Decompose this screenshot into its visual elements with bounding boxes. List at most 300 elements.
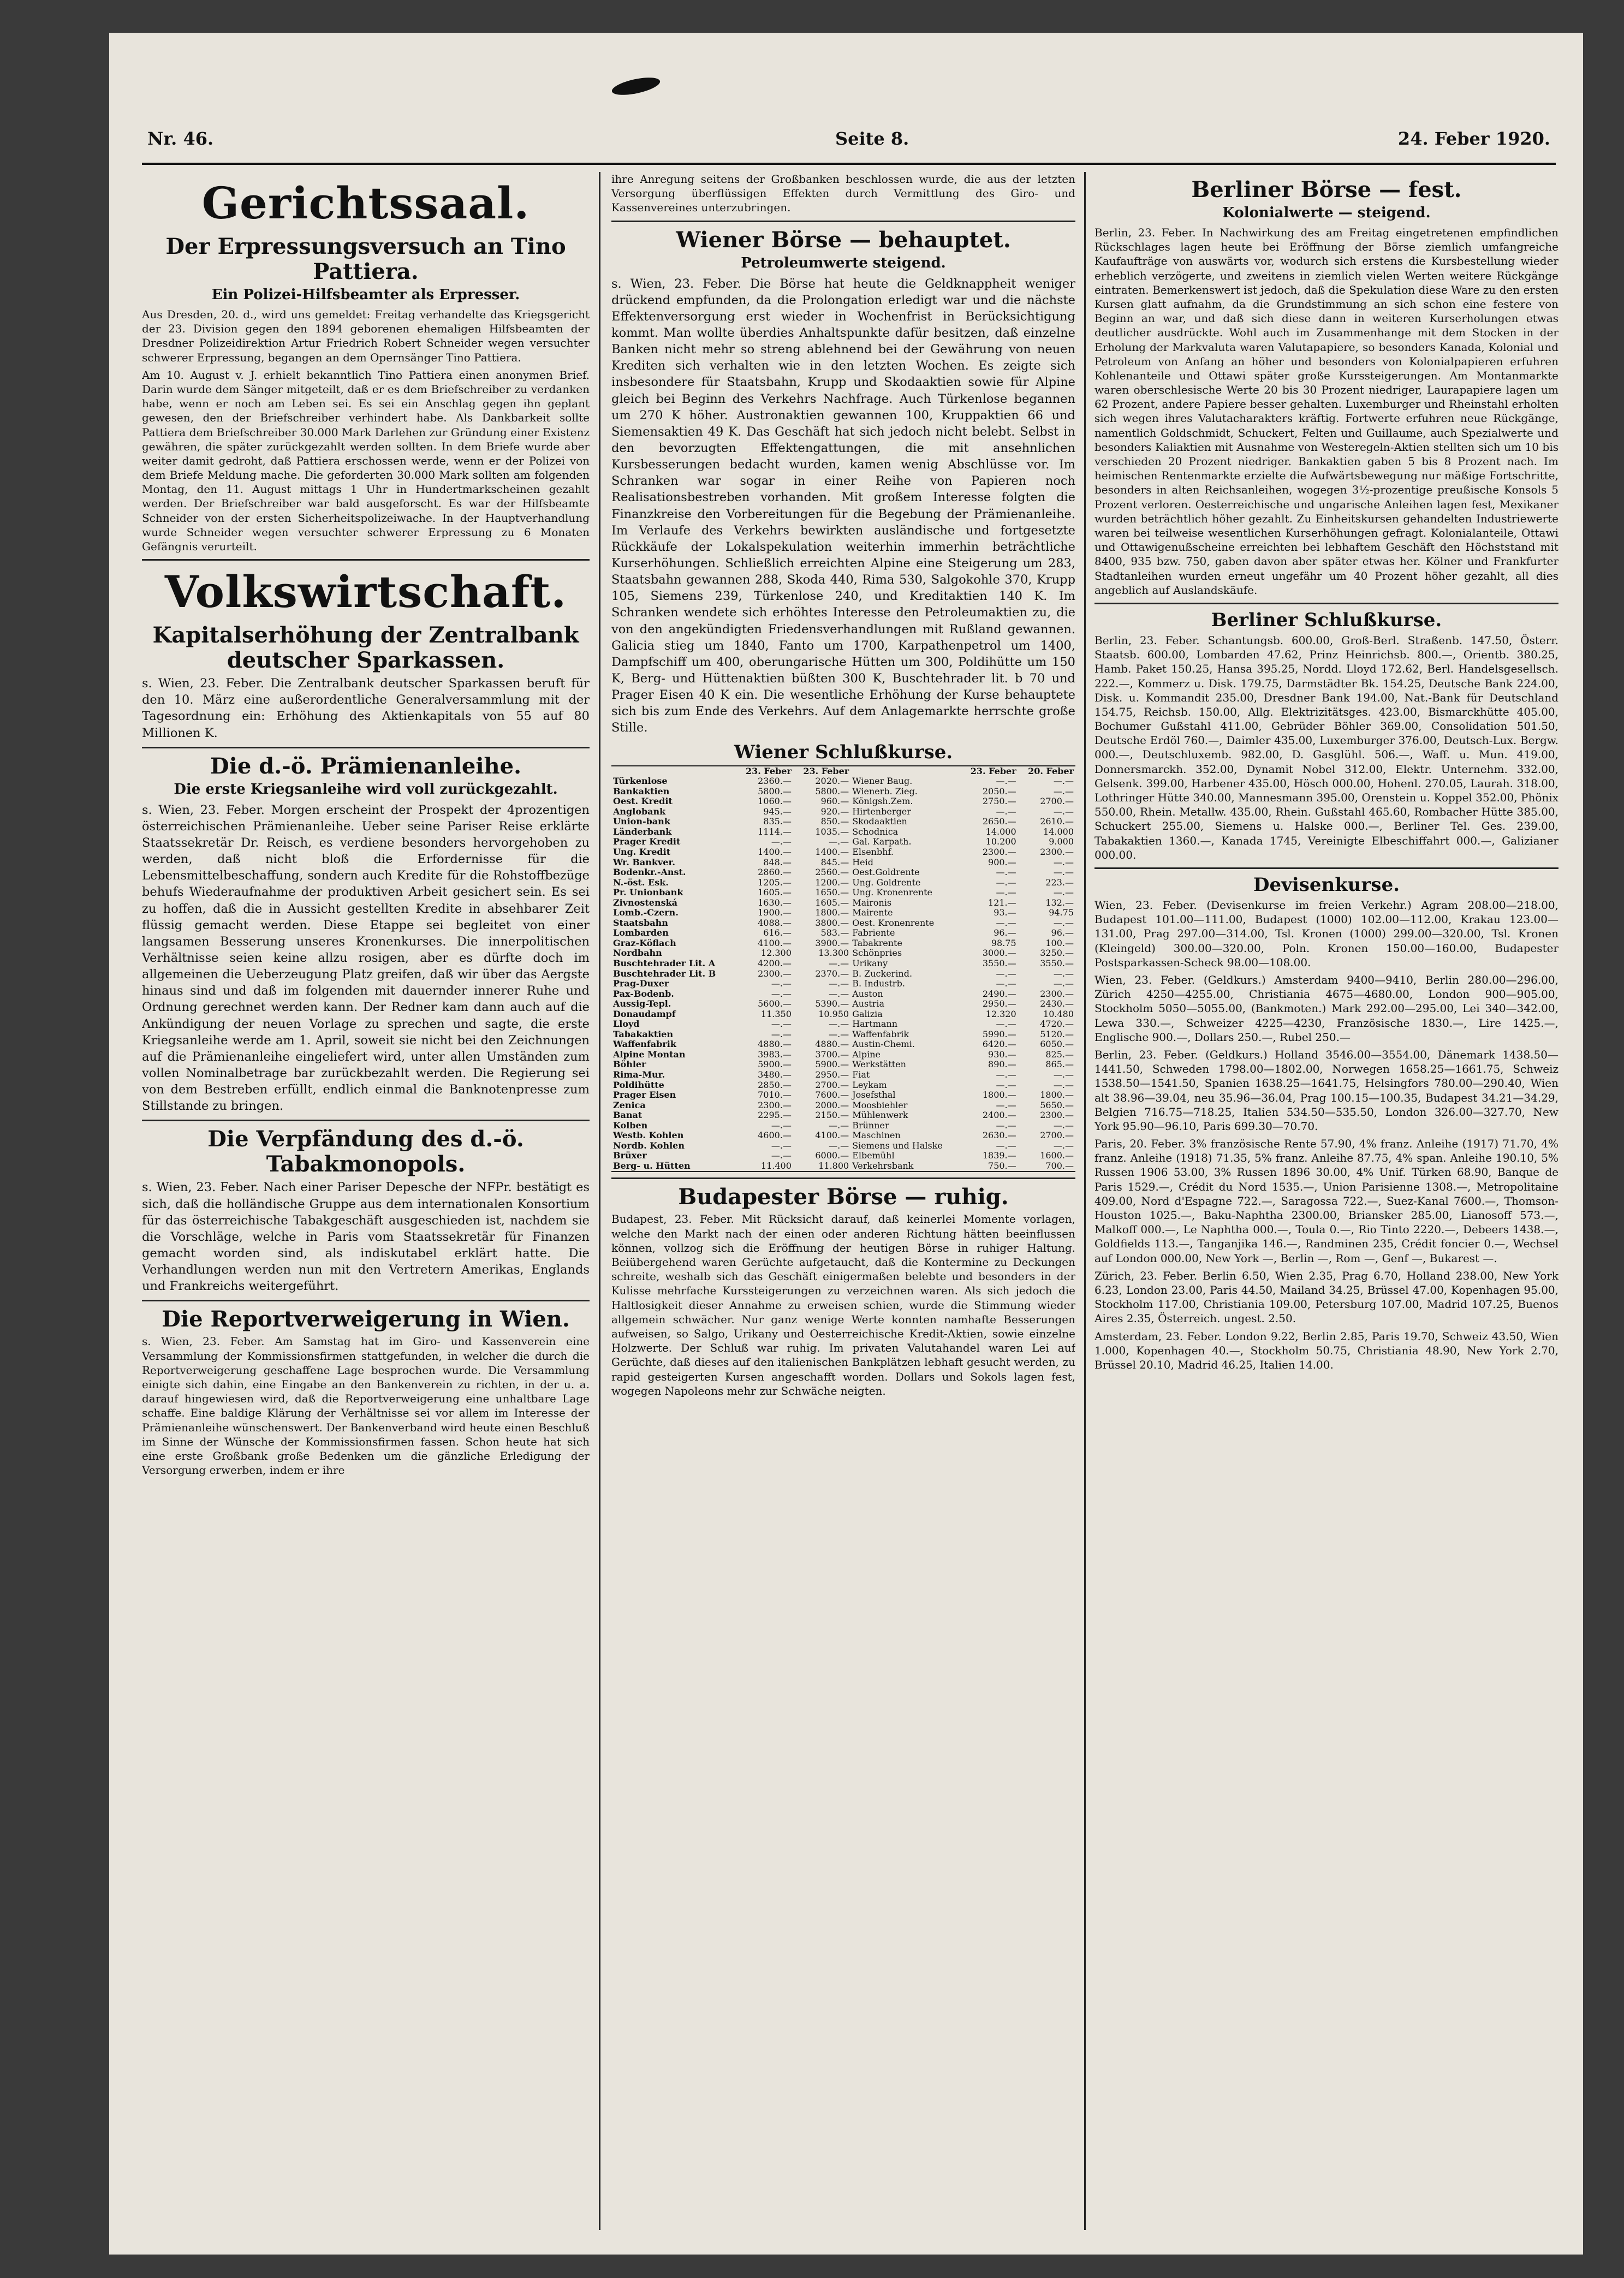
table-row (611, 1131, 1075, 1141)
table-cell: Bodenkr.-Anst. (613, 867, 686, 878)
table-cell: Länderbank (613, 826, 672, 837)
table-cell: 900.— (988, 857, 1016, 867)
table-cell: Lombarden (613, 927, 669, 938)
table-cell: 2360.— (758, 776, 792, 787)
header-rule (142, 163, 1556, 165)
table-cell: Urikany (852, 957, 888, 968)
table-cell: Skodaaktien (852, 816, 907, 827)
table-cell: 848.— (763, 857, 792, 867)
table-cell: 121.— (988, 897, 1016, 908)
table-cell: 1900.— (758, 907, 792, 918)
table-cell: Königsh.Zem. (852, 796, 913, 807)
table-cell: Fiat (852, 1069, 870, 1080)
table-cell: 750.— (988, 1160, 1016, 1171)
table-body (611, 776, 1075, 1171)
article-paragraph: Berlin, 23. Feber. In Nachwirkung des am Freitag eingetretenen empfindlichen Rückschlages lagen heute bei Eröffnung der Börse ziemlich umfangreiche Kaufaufträge von auswärts vor, wodurch sich erstens die Kursbestellung wieder erheblich verzögerte, und zweitens in ziemlich vielen Werten weitere Rückgänge eintraten. Bemerkenswert ist jedoch, daß die Spekulation diese Ware zu den ersten Kursen glatt aufnahm, da die Grundstimmung an sich schon eine festere von Beginn an war, und daß sich diese dann in weiteren Kurserholungen etwas deutlicher ausdrückte. Wohl auch im Zusammenhange mit dem Stocken in der Erholung der Markvaluta waren Valutapapiere, so besonders Kanada, Kolonial und Petroleum von Anfang an höher und besonders von Kolonialpapieren erfuhren Kohlenanteile und Ottawi später große Kurssteigerungen. Am Montanmarkte waren oberschlesische Werte 20 bis 30 Prozent niedriger, Laurapapiere lagen um 62 Prozent, andere Papiere besser gehalten. Luxemburger und Rheinstahl erholten sich wegen ihres Valutacharakters kräftig. Fortwerte erfuhren neue Rückgänge, namentlich Goldschmidt, Schuckert, Felten und Guillaume, auch Spezialwerte und besonders Kaliaktien mit Ausnahme von Westeregeln-Aktien stellten sich um 10 bis verschieden 20 Prozent niedriger. Bankaktien gaben 5 bis 8 Prozent nach. Im heimischen Rentenmarkte erzielte die Aufwärtsbewegung nur mäßige Fortschritte, besonders in alten Reichsanleihen, wogegen 3½-prozentige preußische Konsols 5 Prozent verloren. Oesterreichische und ungarische Anleihen lagen fest, Mexikaner wurden beträchtlich höher gezahlt. Zu Einheitskursen gehandelten Industriewerte waren bei teilweise wesentlichen Kurserhöhungen gefragt. Kolonialanteile, Ottawi und Ottawigenußscheine erreichten bei lebhaftem Geschäft den Höchststand mit 8400, 935 bzw. 750, gaben davon aber später etwas her. Kölner und Frankfurter Stadtanleihen wurden erneut ungefähr um 40 Prozent höher gezahlt, all dies angeblich auf Auslandskäufe. (1094, 226, 1558, 597)
table-cell: Oest. Kredit (613, 796, 673, 807)
table-cell: —.— (996, 1079, 1016, 1090)
table-cell: 2700.— (815, 1079, 849, 1090)
table-cell: Austin-Chemi. (852, 1039, 915, 1050)
table-row (611, 928, 1075, 938)
table-cell: Graz-Köflach (613, 937, 676, 948)
table-cell: Tabakrente (852, 937, 902, 948)
table-row (611, 837, 1075, 847)
article-title: Devisenkurse. (1253, 873, 1400, 896)
table-row (611, 1161, 1075, 1171)
table-row (611, 847, 1075, 858)
table-cell: Brünner (852, 1120, 889, 1131)
table-row (611, 796, 1075, 807)
table-cell: Hirtenberger (852, 806, 911, 817)
column-header (611, 766, 736, 777)
table-row (611, 776, 1075, 787)
table-cell: —.— (829, 1120, 849, 1131)
table-cell: Aussig-Tepl. (613, 998, 671, 1009)
table-cell: —.— (996, 1099, 1016, 1110)
article-paragraph: Am 10. August v. J. erhielt bekanntlich Tino Pattiera einen anonymen Brief. Darin wurde dem Sänger mitgeteilt, daß er es dem Briefschreiber zu verdanken habe, wenn er noch am Leben sei. Es sei ein Anschlag gegen ihn geplant gewesen, den der Briefschreiber verhindert habe. Als Dankbarkeit sollte Pattiera dem Briefschreiber 30.000 Mark Darlehen zur Gründung einer Existenz gewähren, die später zurückgezahlt werden sollten. In dem Briefe wurde aber weiter damit gedroht, daß Pattiera erschossen werde, wenn er der Polizei von dem Briefe Meldung mache. Die geforderten 30.000 Mark sollten am folgenden Montag, den 11. August mittags 1 Uhr in Hundertmarkscheinen gezahlt werden. Der Briefschreiber war bald ausgeforscht. Es war der Hilfsbeamte Schneider von der ersten Sicherheitspolizeiwache. In der Hauptverhandlung wurde Schneider wegen versuchter schwerer Erpressung zu 6 Monaten Gefängnis verurteilt. (142, 368, 590, 553)
table-row (611, 1090, 1075, 1101)
table-cell: Prager Kredit (613, 836, 681, 847)
table-cell: 94.75 (1049, 907, 1074, 918)
table-cell: 1060.— (758, 796, 792, 807)
issue-date: 24. Feber 1920. (1397, 128, 1550, 149)
table-cell: —.— (996, 776, 1016, 787)
table-cell: 3700.— (815, 1049, 849, 1060)
separator (142, 1300, 590, 1301)
table-cell: 96.— (994, 927, 1016, 938)
table-cell: Siemens und Halske (852, 1140, 943, 1151)
table-cell: 850.— (820, 816, 849, 827)
table-cell: Elsenbhf. (852, 846, 894, 857)
article-subtitle: Kolonialwerte — steigend. (1222, 205, 1431, 221)
table-cell: —.— (829, 988, 849, 999)
table-cell: 3480.— (758, 1069, 792, 1080)
table-cell: 4088.— (758, 917, 792, 928)
table-cell: Ung. Goldrente (852, 877, 921, 888)
table-cell: 13.300 (818, 948, 849, 959)
table-cell: Kolben (613, 1120, 648, 1131)
table-row (611, 867, 1075, 878)
table-cell: —.— (996, 1120, 1016, 1131)
table-cell: Pax-Bodenb. (613, 988, 674, 999)
article-title: Berliner Schlußkurse. (1211, 609, 1442, 631)
article-title: Die Reportverweigerung in Wien. (162, 1306, 570, 1333)
table-cell: Verkehrsbank (852, 1160, 914, 1171)
table-cell: 4600.— (758, 1130, 792, 1141)
column-divider (599, 172, 600, 2230)
table-row (611, 1039, 1075, 1050)
table-row (611, 827, 1075, 837)
table-cell: Türkenlose (613, 776, 668, 787)
separator (142, 747, 590, 748)
table-cell: Maironis (852, 897, 892, 908)
table-cell: —.— (1053, 917, 1074, 928)
table-title: Wiener Schlußkurse. (734, 741, 953, 763)
table-cell: —.— (996, 917, 1016, 928)
article-title: Die Verpfändung des d.-ö. Tabakmonopols. (207, 1126, 524, 1177)
table-cell: 2370.— (815, 968, 849, 979)
article-title: Wiener Börse — behauptet. (676, 227, 1011, 253)
table-cell: 2300.— (1040, 846, 1074, 857)
table-cell: 10.480 (1043, 1008, 1074, 1019)
article-paragraph: s. Wien, 23. Feber. Nach einer Pariser Depesche der NFPr. bestätigt es sich, daß die holländische Gruppe aus dem internationalen Konsortium für das österreichische Tabakgeschäft ausgeschieden ist, nachdem sie die Vorschläge, welche in Paris vom Staatssekretär für Finanzen gemacht worden sind, als indiskutabel erklärt hatte. Die Verhandlungen werden nun mit den Vertretern Amerikas, Englands und Frankreichs weitergeführt. (142, 1180, 590, 1294)
table-cell: Buschtehrader Lit. A (613, 957, 716, 968)
table-cell: 1600.— (1040, 1150, 1074, 1161)
table-cell: 616.— (763, 927, 792, 938)
table-cell: Mairente (852, 907, 893, 918)
table-row (611, 1060, 1075, 1070)
table-cell: 4720.— (1040, 1019, 1074, 1030)
table-cell: 2950.— (982, 998, 1016, 1009)
section-title-volkswirtschaft: Volkswirtschaft. (164, 566, 567, 618)
table-cell: 12.300 (760, 948, 792, 959)
table-cell: 98.75 (991, 937, 1016, 948)
table-cell: Bankaktien (613, 786, 670, 796)
table-row (611, 938, 1075, 949)
table-cell: 3983.— (758, 1049, 792, 1060)
table-row (611, 989, 1075, 1000)
article-paragraph: Amsterdam, 23. Feber. London 9.22, Berlin 2.85, Paris 19.70, Schweiz 43.50, Wien 1.000, Kopenhagen 40.—, Stockholm 50.75, Christiania 48.90, New York 2.70, Brüssel 20.10, Madrid 46.25, Italien 14.00. (1094, 1329, 1558, 1371)
separator (611, 221, 1075, 222)
table-row (611, 979, 1075, 989)
separator (142, 1120, 590, 1121)
table-cell: Waffenfabrik (613, 1039, 676, 1050)
table-cell: —.— (771, 1019, 792, 1030)
table-row (611, 1050, 1075, 1060)
table-cell: Prag-Duxer (613, 978, 669, 989)
table-cell: 960.— (820, 796, 849, 807)
article-subtitle: Petroleumwerte steigend. (741, 254, 946, 271)
table-cell: 1630.— (758, 897, 792, 908)
table-cell: —.— (996, 1140, 1016, 1151)
article-paragraph: Budapest, 23. Feber. Mit Rücksicht darauf, daß keinerlei Momente vorlagen, welche den Markt nach der einen oder anderen Richtung hätten beeinflussen können, vollzog sich die Eröffnung der heutigen Börse in ruhiger Haltung. Beiübergehend waren Gerüchte aufgetaucht, daß die Kontermine zu Deckungen schreite, weshalb sich das Geschäft einigermaßen belebte und besonders in der Kulisse mehrfache Kurssteigerungen zu verzeichnen waren. Als sich jedoch die Haltlosigkeit dieser Annahme zu erweisen schien, wurde die Stimmung wieder allgemein schwächer. Nur ganz wenige Werte konnten namhafte Besserungen aufweisen, so Salgo, Urikany und Oesterreichische Kredit-Aktien, sowie einzelne Holzwerte. Der Schluß war ruhig. Im privaten Valutahandel waren Lei auf Gerüchte, daß dieses auf den italienischen Bankplätzen lebhaft gesucht werden, zu rapid gesteigerten Kursen angeschafft worden. Dollars und Sokols lagen fest, wogegen Napoleons mehr zur Schwäche neigten. (611, 1212, 1075, 1397)
table-cell: —.— (996, 887, 1016, 898)
table-cell: Werkstätten (852, 1059, 906, 1070)
table-cell: 4100.— (758, 937, 792, 948)
article-subtitle: Die erste Kriegsanleihe wird voll zurückgezahlt. (174, 781, 558, 798)
article-paragraph: Berlin, 23. Feber. Schantungsb. 600.00, Groß-Berl. Straßenb. 147.50, Österr. Staatsb. 600.00, Lombarden 47.62, Prinz Heinrichsb. 800.—, Orientb. 380.25, Hamb. Paket 150.25, Hansa 395.25, Nordd. Lloyd 172.62, Berl. Handelsgesellsch. 222.—, Kommerz u. Disk. 179.75, Darmstädter Bk. 154.25, Deutsche Bank 224.00, Disk. u. Kommandit 235.00, Dresdner Bank 194.00, Nat.-Bank für Deutschland 154.75, Reichsb. 150.00, Allg. Elektrizitätsges. 423.00, Bismarckhütte 405.00, Bochumer Gußstahl 411.00, Gebrüder Böhler 369.00, Consolidation 501.50, Deutsche Erdöl 760.—, Daimler 435.00, Luxemburger 376.00, Deutsch-Lux. Bergw. 000.—, Deutschluxemb. 982.00, D. Gasglühl. 506.—, Waff. u. Mun. 419.00, Donnersmarckh. 352.00, Dynamit Nobel 312.00, Elektr. Unternehm. 332.00, Gelsenk. 399.00, Harbener 435.00, Hösch 000.00, Hohenl. 270.05, Laurah. 318.00, Lothringer Hütte 340.00, Mannesmann 395.00, Orenstein u. Koppel 352.00, Phönix 550.00, Rhein. Metallw. 435.00, Rhein. Gußstahl 465.60, Rombacher Hütte 385.00, Schuckert 255.00, Siemens u. Halske 000.—, Berliner Tel. Ges. 239.00, Tabakaktien 1360.—, Kanada 1745, Vereinigte Elbeschiffahrt 000.—, Galizianer 000.00. (1094, 633, 1558, 861)
table-cell: 2430.— (1040, 998, 1074, 1009)
table-cell: 10.200 (985, 836, 1016, 847)
column-header: 23. Feber (746, 765, 792, 776)
table-cell: Lloyd (613, 1019, 640, 1030)
table-row (611, 858, 1075, 868)
table-header (611, 766, 1075, 777)
table-cell: Alpine (852, 1049, 881, 1060)
table-cell: Fabriente (852, 927, 895, 938)
table-cell: Banat (613, 1110, 643, 1121)
table-cell: 100.— (1045, 937, 1074, 948)
table-cell: 5800.— (758, 786, 792, 796)
table-cell: Mühlenwerk (852, 1110, 908, 1121)
table-cell: 835.— (763, 816, 792, 827)
table-cell: 5390.— (815, 998, 849, 1009)
table-cell: 96.— (1051, 927, 1074, 938)
table-cell: —.— (829, 957, 849, 968)
article-paragraph: Wien, 23. Feber. (Devisenkurse im freien Verkehr.) Agram 208.00—218.00, Budapest 101.00—111.00, Budapest (1000) 102.00—112.00, Krakau 123.00—131.00, Prag 297.00—314.00, Tsl. Kronen (1000) 299.00—320.00, Tsl. Kronen (Kleingeld) 300.00—320.00, Poln. Kronen 150.00—160.00, Budapester Postsparkassen-Scheck 98.00—108.00. (1094, 899, 1558, 969)
table-cell: Wiener Baug. (852, 776, 913, 787)
table-cell: 2610.— (1040, 816, 1074, 827)
table-cell: 7600.— (815, 1090, 849, 1101)
quote-table (611, 766, 1075, 1171)
separator (142, 559, 590, 561)
table-cell: B. Zuckerind. (852, 968, 913, 979)
table-cell: Böhler (613, 1059, 646, 1070)
section-title-gerichtssaal: Gerichtssaal. (201, 177, 530, 229)
table-cell: Buschtehrader Lit. B (613, 968, 716, 979)
article-title: Der Erpressungsversuch an Tino Pattiera. (165, 234, 566, 284)
table-cell: —.— (1053, 857, 1074, 867)
table-cell: —.— (1053, 806, 1074, 817)
table-cell: —.— (1053, 867, 1074, 878)
article-title: Kapitalserhöhung der Zentralbank deutscher Sparkassen. (152, 622, 579, 674)
column-header: 20. Feber (1028, 765, 1074, 776)
table-cell: 945.— (763, 806, 792, 817)
table-cell: Gal. Karpath. (852, 836, 912, 847)
issue-number: Nr. 46. (147, 128, 214, 149)
table-cell: 11.400 (760, 1160, 792, 1171)
table-cell: Josefsthal (852, 1090, 896, 1101)
column-header: 23. Feber (803, 765, 849, 776)
table-cell: 2050.— (982, 786, 1016, 796)
article-paragraph: Aus Dresden, 20. d., wird uns gemeldet: Freitag verhandelte das Kriegsgericht der 23. Division gegen den 1894 geborenen ehemaligen Hilfsbeamten der Dresdner Polizeidirektion Artur Friedrich Robert Schneider wegen versuchter schwerer Erpressung, begangen an dem Opernsänger Tino Pattiera. (142, 308, 590, 364)
table-cell: Elbemühl (852, 1150, 895, 1161)
table-cell: Union-bank (613, 816, 670, 827)
table-row (611, 969, 1075, 979)
table-cell: Schönpries (852, 948, 902, 959)
table-cell: 5900.— (758, 1059, 792, 1070)
table-row (611, 1030, 1075, 1040)
table-cell: 865.— (1045, 1059, 1074, 1070)
table-cell: 890.— (988, 1059, 1016, 1070)
table-cell: 132.— (1045, 897, 1074, 908)
table-cell: Rima-Mur. (613, 1069, 665, 1080)
table-cell: 2300.— (982, 846, 1016, 857)
table-cell: 2850.— (758, 1079, 792, 1090)
column-header (850, 766, 960, 777)
table-cell: 6050.— (1040, 1039, 1074, 1050)
table-row (611, 948, 1075, 959)
table-cell: 5120.— (1040, 1028, 1074, 1039)
table-row (611, 1121, 1075, 1131)
table-cell: Waffenfabrik (852, 1028, 909, 1039)
table-cell: 2490.— (982, 988, 1016, 999)
table-cell: 920.— (820, 806, 849, 817)
table-cell: —.— (1053, 978, 1074, 989)
table-cell: 2700.— (1040, 1130, 1074, 1141)
table-cell: Poldihütte (613, 1079, 664, 1090)
table-cell: Lomb.-Czern. (613, 907, 679, 918)
separator (611, 1177, 1075, 1179)
table-cell: 93.— (994, 907, 1016, 918)
table-cell: —.— (1053, 776, 1074, 787)
article-paragraph: Wien, 23. Feber. (Geldkurs.) Amsterdam 9400—9410, Berlin 280.00—296.00, Zürich 4250—4255.00, Christiania 4675—4680.00, London 900—905.00, Stockholm 5050—5055.00, (Bankmoten.) Mark 292.00—295.00, Lei 340—342.00, Lewa 330.—, Schweizer 4225—4230, Französische 1830.—, Lire 1425.—, Englische 900.—, Dollars 250.—, Rubel 250.— (1094, 973, 1558, 1044)
table-cell: 1605.— (758, 887, 792, 898)
table-cell: Schodnica (852, 826, 899, 837)
table-row (611, 817, 1075, 827)
table-cell: 1605.— (815, 897, 849, 908)
article-paragraph: ihre Anregung seitens der Großbanken beschlossen wurde, die aus der letzten Versorgung überflüssigen Effekten durch Vermittlung des Giro- und Kassenvereines unterzubringen. (611, 173, 1075, 215)
table-row (611, 898, 1075, 908)
table-cell: —.— (996, 978, 1016, 989)
table-cell: 5900.— (815, 1059, 849, 1070)
table-cell: —.— (771, 988, 792, 999)
table-cell: Galizia (852, 1008, 883, 1019)
table-cell: 5650.— (1040, 1099, 1074, 1110)
separator (1094, 867, 1558, 869)
table-cell: 2400.— (982, 1110, 1016, 1121)
newspaper-page (109, 33, 1583, 2255)
table-cell: 2300.— (758, 1099, 792, 1110)
table-cell: 2300.— (758, 968, 792, 979)
table-cell: Anglobank (613, 806, 666, 817)
table-row (611, 999, 1075, 1009)
table-cell: —.— (996, 877, 1016, 888)
table-cell: —.— (996, 968, 1016, 979)
table-cell: Maschinen (852, 1130, 901, 1141)
table-cell: B. Industrb. (852, 978, 905, 989)
table-row (611, 908, 1075, 918)
table-cell: 6420.— (982, 1039, 1016, 1050)
table-cell: Staatsbahn (613, 917, 668, 928)
table-cell: —.— (1053, 887, 1074, 898)
table-cell: Wienerb. Zieg. (852, 786, 918, 796)
table-cell: 3550.— (982, 957, 1016, 968)
table-cell: 3900.— (815, 937, 849, 948)
table-cell: 14.000 (985, 826, 1016, 837)
table-cell: Wr. Bankver. (613, 857, 675, 867)
table-cell: —.— (829, 978, 849, 989)
table-cell: 2860.— (758, 867, 792, 878)
table-row (611, 1019, 1075, 1030)
table-cell: 2630.— (982, 1130, 1016, 1141)
table-cell: —.— (771, 978, 792, 989)
table-cell: 2300.— (1040, 1110, 1074, 1121)
table-cell: Zivnostenská (613, 897, 678, 908)
table-cell: 11.800 (818, 1160, 849, 1171)
table-cell: Ung. Kronenrente (852, 887, 933, 898)
table-cell: Nordbahn (613, 948, 662, 959)
table-cell: Nordb. Kohlen (613, 1140, 685, 1151)
table-cell: 4880.— (758, 1039, 792, 1050)
column-header: 23. Feber (970, 765, 1016, 776)
table-cell: 825.— (1045, 1049, 1074, 1060)
article-title: Budapester Börse — ruhig. (678, 1184, 1009, 1210)
table-cell: Zenica (613, 1099, 646, 1110)
table-cell: 2300.— (1040, 988, 1074, 999)
table-cell: Hartmann (852, 1019, 898, 1030)
article-paragraph: s. Wien, 23. Feber. Die Börse hat heute die Geldknappheit weniger drückend empfunden, da die Prolongation erledigt war und die nächste Effektenversorgung erst wieder in Wochenfrist in Berücksichtigung kommt. Man wollte überdies Anhaltspunkte dafür besitzen, daß einzelne Banken nicht mehr so streng ablehnend bei der Gewährung von neuen Krediten sich verhalten wie in den letzten Wochen. Es zeigte sich insbesondere für Staatsbahn, Krupp und Skodaaktien sowie für Alpine gleich bei Beginn des Verkehrs Nachfrage. Auch Türkenlose begannen um 270 K höher. Austronaktien gewannen 100, Kruppaktien 66 und Siemensaktien 49 K. Das Geschäft hat sich jedoch nicht belebt. Selbst in den bevorzugten Effektengattungen, die mit ansehnlichen Kursbesserungen bedacht wurden, kamen wenig Abschlüsse vor. Im Schranken war sogar in einer Reihe von Papieren noch Realisationsbestreben vorhanden. Mit großem Interesse folgten die Finanzkreise den Vorbereitungen für die Begebung der Prämienanleihe. Im Verlaufe des Verkehrs bewirkten ausländische und fortgesetzte Rückkäufe der Lokalspekulation weiterhin immerhin beträchtliche Kurserhöhungen. Schließlich erreichten Alpine eine Steigerung um 283, Staatsbahn gewannen 288, Skoda 440, Rima 530, Salgokohle 370, Krupp 105, Siemens 239, Türkenlose 240, und Kreditaktien 140 K. Im Schranken wendete sich erhöhtes Interesse den Petroleumaktien zu, die von den angekündigten Friedensverhandlungen mit Rußland gewannen. Galicia stieg um 1840, Fanto um 1700, Karpathenpetrol um 1400, Dampfschiff um 400, oberungarische Hütten um 300, Poldihütte um 150 K, Berg- und Hüttenaktien büßten 300 K, Buschtehrader lit. b 70 und Prager Eisen 40 K ein. Die wesentliche Erhöhung der Kurse behauptete sich bis zum Ende des Verkehrs. Auf dem Anlagemarkte herrschte große Stille. (611, 276, 1075, 735)
table-row (611, 1151, 1075, 1161)
table-cell: 2560.— (815, 867, 849, 878)
table-cell: 12.320 (985, 1008, 1016, 1019)
table-cell: 845.— (820, 857, 849, 867)
table-row (611, 1141, 1075, 1151)
table-cell: 1205.— (758, 877, 792, 888)
article-title: Berliner Börse — fest. (1191, 177, 1462, 203)
separator (1094, 603, 1558, 604)
table-cell: 3250.— (1040, 948, 1074, 959)
table-cell: 1400.— (815, 846, 849, 857)
table-cell: Westb. Kohlen (613, 1130, 684, 1141)
table-cell: 2700.— (1040, 796, 1074, 807)
article-subtitle: Ein Polizei-Hilfsbeamter als Erpresser. (211, 287, 520, 303)
table-cell: 5990.— (982, 1028, 1016, 1039)
table-cell: Brüxer (613, 1150, 647, 1161)
table-cell: 1400.— (758, 846, 792, 857)
column-2 (611, 172, 1075, 2225)
table-cell: Alpine Montan (613, 1049, 686, 1060)
table-cell: Oest.Goldrente (852, 867, 920, 878)
table-cell: 6000.— (815, 1150, 849, 1161)
table-cell: 4200.— (758, 957, 792, 968)
table-cell: Heid (852, 857, 873, 867)
table-cell: Pr. Unionbank (613, 887, 683, 898)
table-cell: 9.000 (1049, 836, 1074, 847)
table-cell: —.— (1053, 786, 1074, 796)
table-cell: 4100.— (815, 1130, 849, 1141)
table-cell: 1800.— (815, 907, 849, 918)
table-cell: 2295.— (758, 1110, 792, 1121)
page-header (147, 128, 1550, 161)
table-cell: 5600.— (758, 998, 792, 1009)
table-cell: 14.000 (1043, 826, 1074, 837)
article-paragraph: Berlin, 23. Feber. (Geldkurs.) Holland 3546.00—3554.00, Dänemark 1438.50—1441.50, Schweden 1798.00—1802.00, Norwegen 1658.25—1661.75, Schweiz 1538.50—1541.50, Spanien 1638.25—1641.75, Helsingfors 780.00—290.40, Wien alt 38.96—39.04, neu 35.96—36.04, Prag 100.15—100.35, Budapest 34.21—34.29, Belgien 716.75—718.25, Italien 534.50—535.50, London 326.00—327.70, New York 95.90—96.10, Paris 699.30—70.70. (1094, 1048, 1558, 1133)
table-cell: 1114.— (758, 826, 792, 837)
table-cell: Auston (852, 988, 883, 999)
table-row (611, 878, 1075, 888)
table-cell: —.— (1053, 1069, 1074, 1080)
table-cell: 223.— (1045, 877, 1074, 888)
ink-blot (610, 74, 661, 98)
table-row (611, 787, 1075, 797)
table-cell: N.-öst. Esk. (613, 877, 669, 888)
article-title: Die d.-ö. Prämienanleihe. (210, 753, 521, 779)
table-row (611, 807, 1075, 817)
table-cell: 10.950 (818, 1008, 849, 1019)
table-cell: 2150.— (815, 1110, 849, 1121)
table-cell: 2020.— (815, 776, 849, 787)
article-paragraph: s. Wien, 23. Feber. Morgen erscheint der Prospekt der 4prozentigen österreichischen Prämienanleihe. Ueber seine Pariser Reise erklärte Staatssekretär Dr. Reisch, es verdiene besonders hervorgehoben zu werden, daß nicht bloß die Erfordernisse für die Lebensmittelbeschaffung, sondern auch Kredite für die Rohstoffbezüge behufs Wiederaufnahme der produktiven Arbeit gesichert sein. Es sei zu hoffen, daß die in Aussicht gestellten Kredite in absehbarer Zeit flüssig gemacht werden. Diese Etappe sei begleitet von einer langsamen Besserung unseres Kronenkurses. Die innerpolitischen Verhältnisse seien keine allzu rosigen, aber es dürfte doch im allgemeinen die Ueberzeugung Platz greifen, daß wir über das Aergste hinaus sind und daß im folgenden mit dauernder innerer Ruhe und Ordnung gerechnet werden kann. Der Redner kam dann auch auf die Ankündigung der neuen Vorlage zu sprechen und sagte, die erste Kriegsanleihe werde am 1. April, soweit sie nicht bei den Zeichnungen auf die Prämienanleihe eingeliefert wird, unter allen Umständen zum vollen Nominalbetrage bar zurückbezahlt werden. Die Regierung sei von dem Bestreben erfüllt, endlich einmal die Banknotenpresse zum Stillstande zu bringen. (142, 802, 590, 1114)
table-cell: —.— (771, 1120, 792, 1131)
table-cell: —.— (829, 1140, 849, 1151)
column-3 (1094, 172, 1558, 2225)
table-row (611, 888, 1075, 898)
table-cell: —.— (771, 1028, 792, 1039)
table-cell: —.— (771, 836, 792, 847)
table-cell: 1035.— (815, 826, 849, 837)
table-cell: Berg- u. Hütten (613, 1160, 691, 1171)
column-1 (142, 172, 590, 2225)
table-cell: 930.— (988, 1049, 1016, 1060)
table-cell: —.— (771, 1140, 792, 1151)
table-row (611, 918, 1075, 929)
table-cell: 1200.— (815, 877, 849, 888)
table-cell: 1839.— (982, 1150, 1016, 1161)
table-cell: Austria (852, 998, 884, 1009)
article-paragraph: s. Wien, 23. Feber. Die Zentralbank deutscher Sparkassen beruft für den 10. März eine außerordentliche Generalversammlung mit der Tagesordnung ein: Erhöhung des Aktienkapitals von 55 auf 80 Millionen K. (142, 676, 590, 740)
table-cell: 700.— (1045, 1160, 1074, 1171)
page-number: Seite 8. (835, 128, 909, 149)
table-cell: 1650.— (815, 887, 849, 898)
table-cell: 2750.— (982, 796, 1016, 807)
table-cell: 11.350 (760, 1008, 792, 1019)
table-cell: Leykam (852, 1079, 887, 1090)
table-cell: —.— (996, 1019, 1016, 1030)
table-cell: 1800.— (982, 1090, 1016, 1101)
table-cell: Ung. Kredit (613, 846, 671, 857)
table-row (611, 1080, 1075, 1091)
